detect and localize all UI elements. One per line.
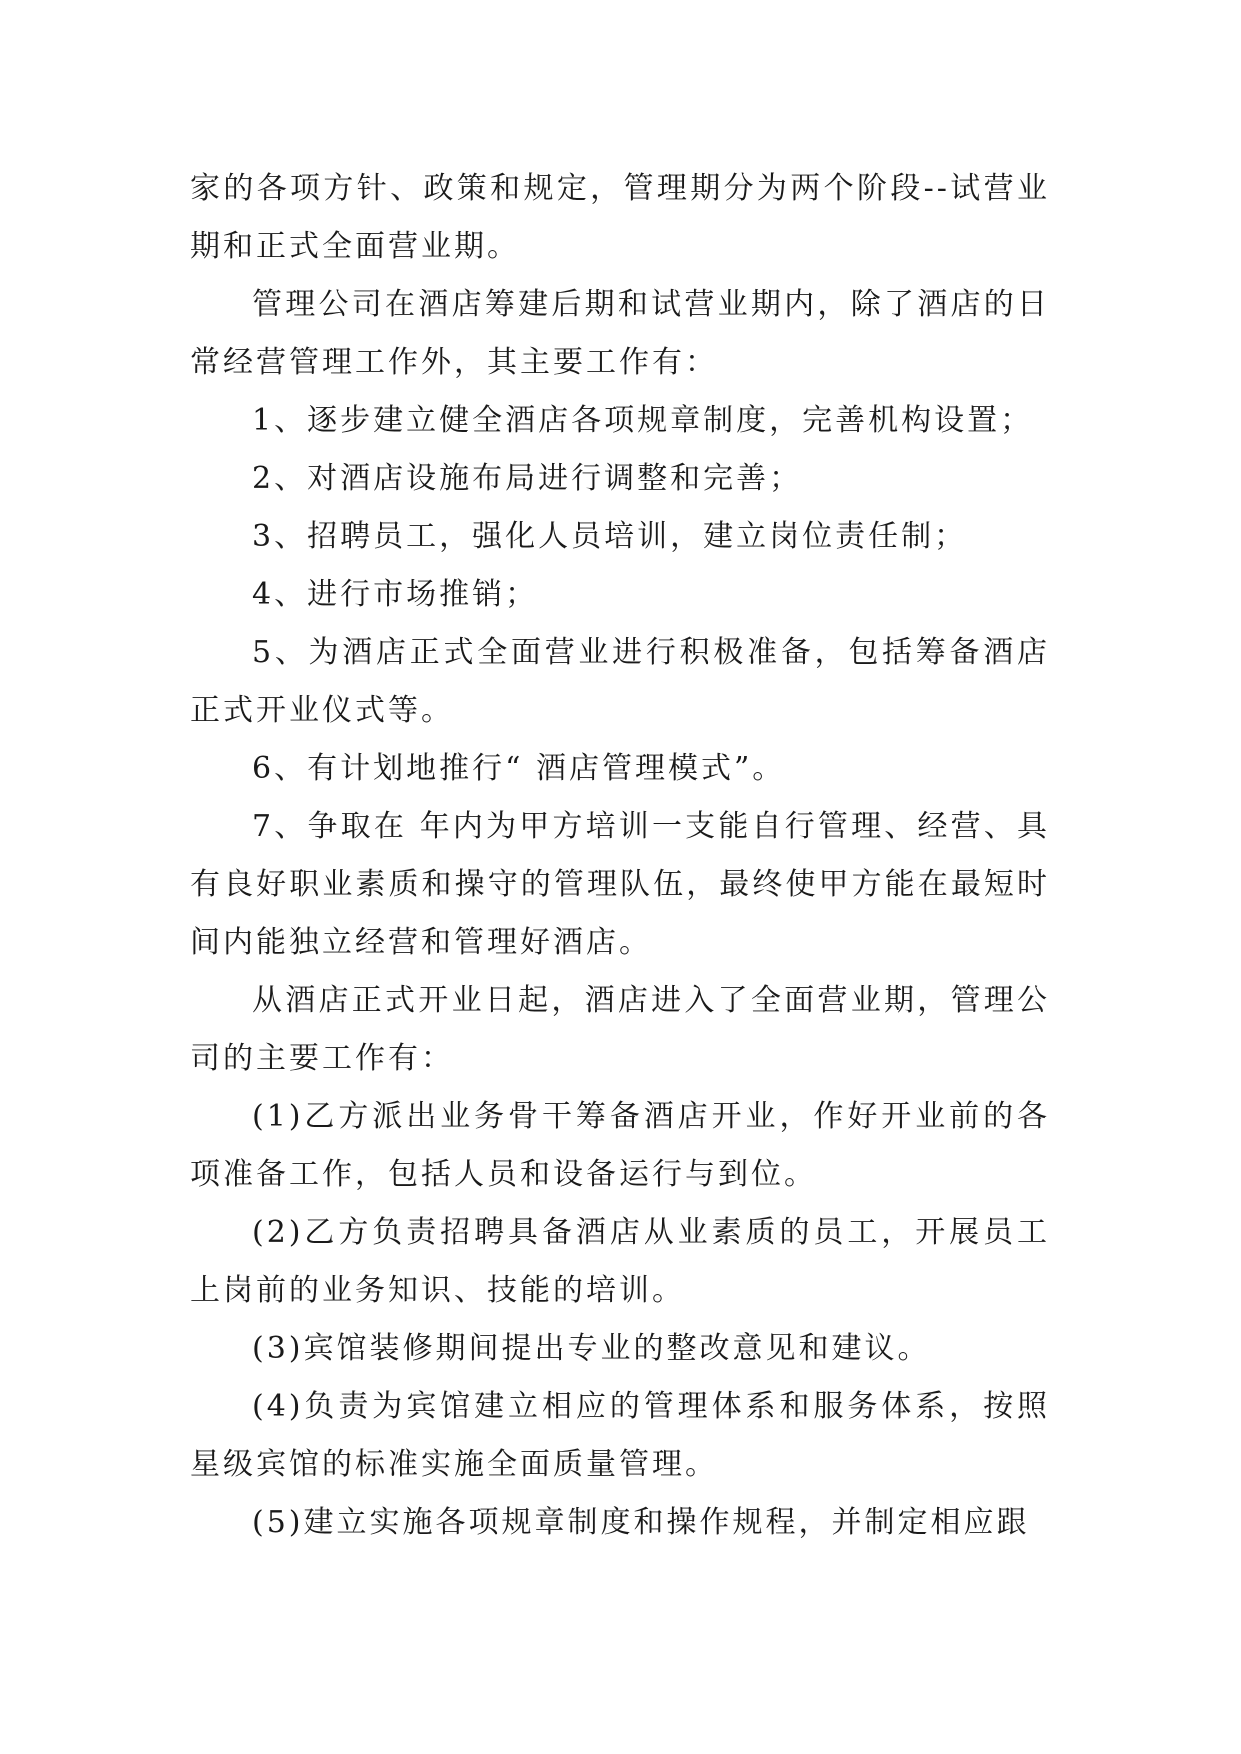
numbered-item-2: (2)乙方负责招聘具备酒店从业素质的员工，开展员工上岗前的业务知识、技能的培训。	[190, 1215, 1050, 1308]
list-item-3: 3、招聘员工，强化人员培训，建立岗位责任制；	[252, 519, 968, 554]
paragraph-3: 从酒店正式开业日起，酒店进入了全面营业期，管理公司的主要工作有：	[190, 983, 1050, 1076]
list-item-2: 2、对酒店设施布局进行调整和完善；	[252, 461, 803, 496]
paragraph-2: 管理公司在酒店筹建后期和试营业期内，除了酒店的日常经营管理工作外，其主要工作有：	[190, 287, 1050, 380]
list-item-5: 5、为酒店正式全面营业进行积极准备，包括筹备酒店正式开业仪式等。	[190, 635, 1050, 728]
numbered-item-5: (5)建立实施各项规章制度和操作规程，并制定相应跟	[252, 1505, 1030, 1540]
numbered-item-4: (4)负责为宾馆建立相应的管理体系和服务体系，按照星级宾馆的标准实施全面质量管理。	[190, 1389, 1050, 1482]
list-item-6: 6、有计划地推行“ 酒店管理模式”。	[252, 751, 786, 786]
paragraph-1: 家的各项方针、政策和规定，管理期分为两个阶段--试营业期和正式全面营业期。	[190, 171, 1050, 264]
list-item-4: 4、进行市场推销；	[252, 577, 539, 612]
numbered-item-3: (3)宾馆装修期间提出专业的整改意见和建议。	[252, 1331, 931, 1366]
numbered-item-1: (1)乙方派出业务骨干筹备酒店开业，作好开业前的各项准备工作，包括人员和设备运行与到位。	[190, 1099, 1050, 1192]
list-item-1: 1、逐步建立健全酒店各项规章制度，完善机构设置；	[252, 403, 1034, 438]
list-item-7: 7、争取在 年内为甲方培训一支能自行管理、经营、具有良好职业素质和操守的管理队伍，最终使甲方能在最短时间内能独立经营和管理好酒店。	[190, 809, 1050, 960]
document-body	[190, 160, 1050, 1552]
